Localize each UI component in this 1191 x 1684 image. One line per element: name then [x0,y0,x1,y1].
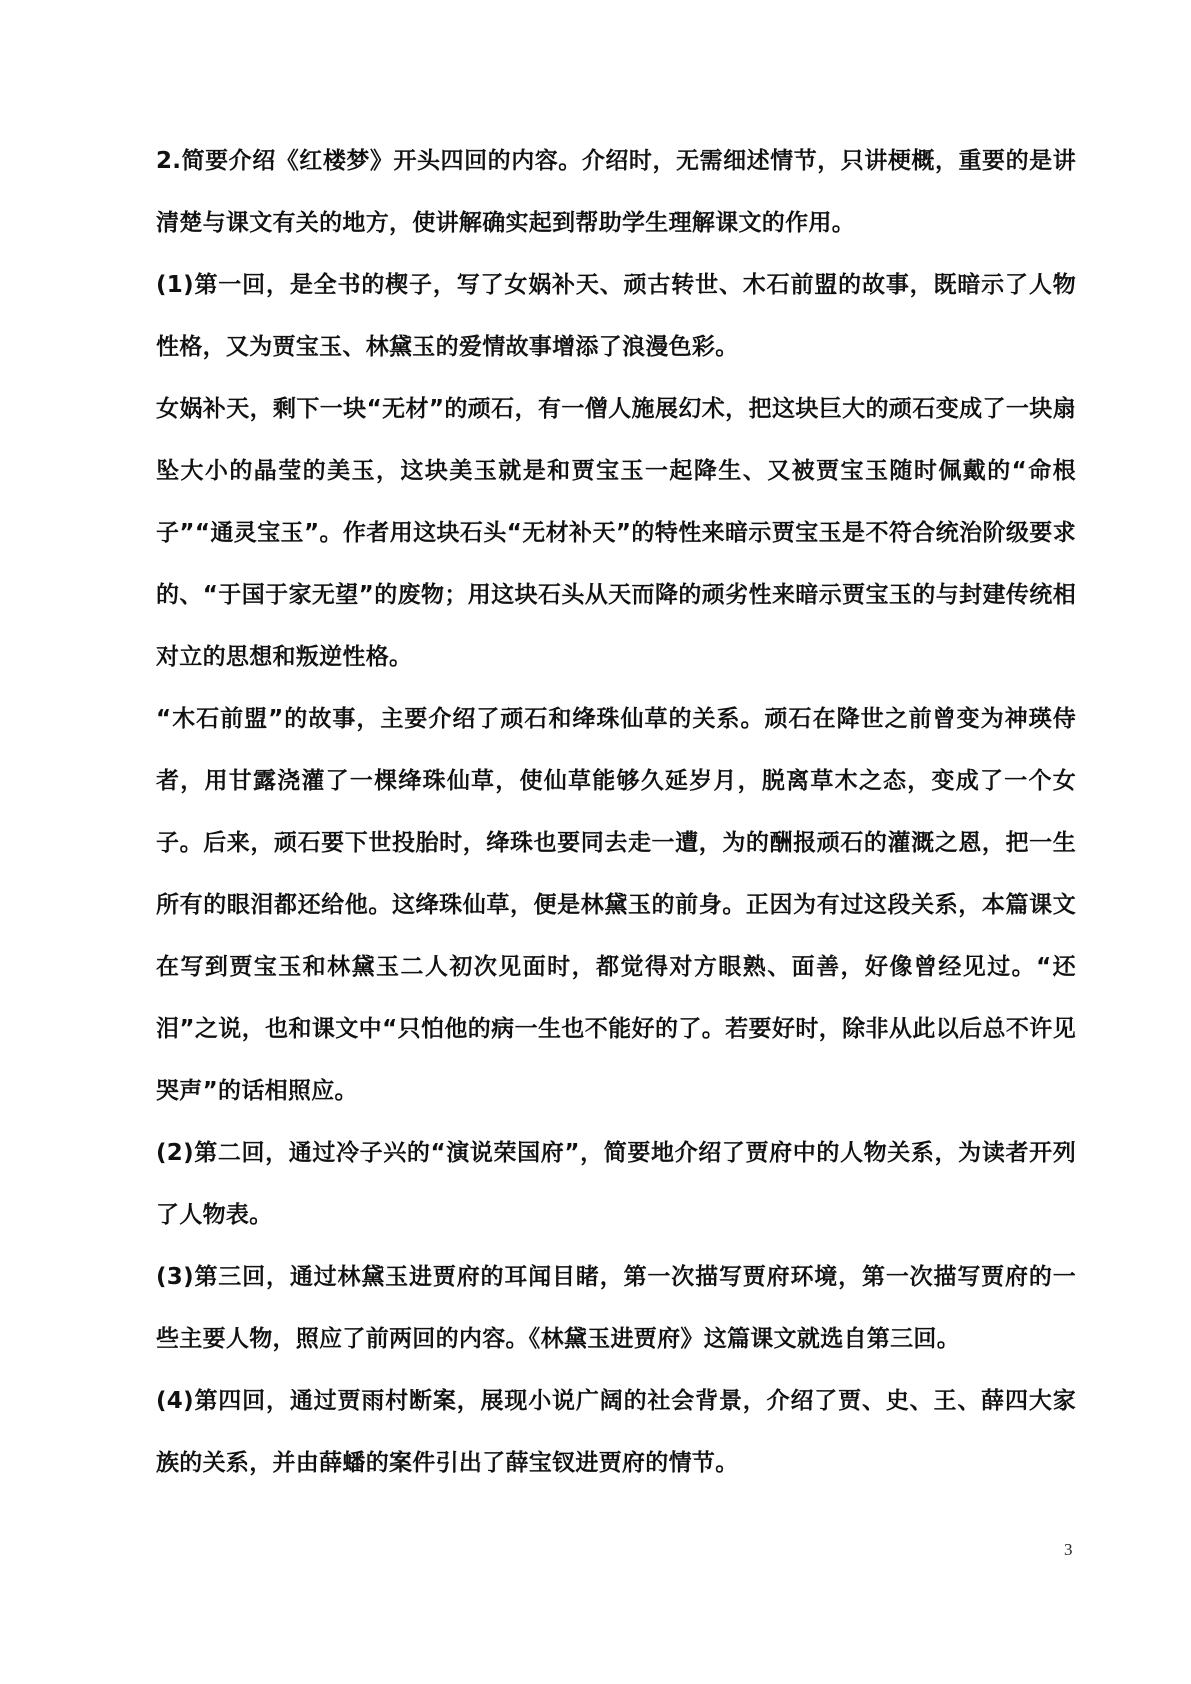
paragraph-chapter-3: (3)第三回，通过林黛玉进贾府的耳闻目睹，第一次描写贾府环境，第一次描写贾府的一些主要人物，照应了前两回的内容。《林黛玉进贾府》这篇课文就选自第三回。 [156,1264,1076,1352]
paragraph-chapter-2: (2)第二回，通过冷子兴的“演说荣国府”，简要地介绍了贾府中的人物关系，为读者开列了人物表。 [156,1140,1076,1228]
page-number: 3 [1064,1540,1073,1559]
paragraph-chapter-4: (4)第四回，通过贾雨村断案，展现小说广阔的社会背景，介绍了贾、史、王、薛四大家族的关系，并由薛蟠的案件引出了薛宝钗进贾府的情节。 [156,1388,1076,1476]
paragraph-nuwa: 女娲补天，剩下一块“无材”的顽石，有一僧人施展幻术，把这块巨大的顽石变成了一块扇坠大小的晶莹的美玉，这块美玉就是和贾宝玉一起降生、又被贾宝玉随时佩戴的“命根子”“通灵宝玉”。作者用这块石头“无材补天”的特性来暗示贾宝玉是不符合统治阶级要求的、“于国于家无望”的废物；用这块石头从天而降的顽劣性来暗示贾宝玉的与封建传统相对立的思想和叛逆性格。 [156,396,1076,670]
paragraph-intro: 2.简要介绍《红楼梦》开头四回的内容。介绍时，无需细述情节，只讲梗概，重要的是讲清楚与课文有关的地方，使讲解确实起到帮助学生理解课文的作用。 [156,148,1076,236]
paragraph-mushi-qianmeng: “木石前盟”的故事，主要介绍了顽石和绛珠仙草的关系。顽石在降世之前曾变为神瑛侍者，用甘露浇灌了一棵绛珠仙草，使仙草能够久延岁月，脱离草木之态，变成了一个女子。后来，顽石要下世投胎时，绛珠也要同去走一遭，为的酬报顽石的灌溉之恩，把一生所有的眼泪都还给他。这绛珠仙草，便是林黛玉的前身。正因为有过这段关系，本篇课文在写到贾宝玉和林黛玉二人初次见面时，都觉得对方眼熟、面善，好像曾经见过。“还泪”之说，也和课文中“只怕他的病一生也不能好的了。若要好时，除非从此以后总不许见哭声”的话相照应。 [156,706,1076,1104]
page-body [156,130,1076,1494]
paragraph-chapter-1: (1)第一回，是全书的楔子，写了女娲补天、顽古转世、木石前盟的故事，既暗示了人物性格，又为贾宝玉、林黛玉的爱情故事增添了浪漫色彩。 [156,272,1076,360]
